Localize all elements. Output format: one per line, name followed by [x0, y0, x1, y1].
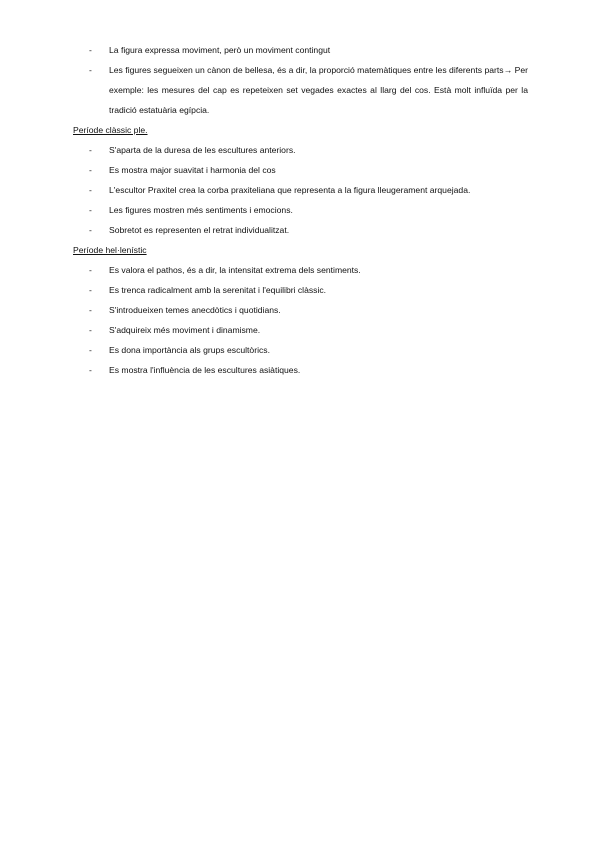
list-item [73, 200, 528, 220]
list-item [73, 360, 528, 380]
bullet-dash: - [89, 285, 92, 295]
bullet-dash: - [89, 145, 92, 155]
list-item-text: La figura expressa moviment, però un moviment contingut [109, 45, 331, 55]
bullet-dash: - [89, 265, 92, 275]
list-item-text: S'adquireix més moviment i dinamisme. [109, 325, 261, 335]
list-item [73, 260, 528, 280]
list-item-text: Es mostra major suavitat i harmonia del cos [109, 165, 276, 175]
list-item [73, 300, 528, 320]
list-item-text: Es mostra l'influència de les escultures asiàtiques. [109, 365, 301, 375]
bullet-dash: - [89, 45, 92, 55]
list-item-text: Es valora el pathos, és a dir, la intensitat extrema dels sentiments. [109, 265, 361, 275]
list-item-text: L'escultor Praxitel crea la corba praxiteliana que representa a la figura lleugerament arquejada. [109, 185, 471, 195]
bullet-dash: - [89, 205, 92, 215]
section-heading-classic: Període clàssic ple. [73, 125, 148, 135]
list-item [73, 220, 528, 240]
list-item-text: Les figures segueixen un cànon de bellesa, és a dir, la proporció matemàtiques entre les diferents parts→ Per exemple: les mesures del cap es repeteixen set vegades exactes al llarg del cos. Està molt influïda per la tradició estatuària egípcia. [109, 65, 528, 115]
list-item [73, 60, 528, 120]
list-item [73, 340, 528, 360]
list-item-text: Es dona importància als grups escultòrics. [109, 345, 270, 355]
bullet-dash: - [89, 365, 92, 375]
bullet-dash: - [89, 345, 92, 355]
list-item [73, 320, 528, 340]
list-item-text: Les figures mostren més sentiments i emocions. [109, 205, 293, 215]
bullet-dash: - [89, 325, 92, 335]
classic-list [73, 140, 528, 240]
document-content [73, 40, 528, 380]
list-item-text: S'introdueixen temes anecdòtics i quotidians. [109, 305, 281, 315]
bullet-dash: - [89, 65, 92, 75]
list-item-text: Sobretot es representen el retrat individualitzat. [109, 225, 290, 235]
intro-list [73, 40, 528, 120]
bullet-dash: - [89, 305, 92, 315]
list-item-text: Es trenca radicalment amb la serenitat i l'equilibri clàssic. [109, 285, 327, 295]
bullet-dash: - [89, 185, 92, 195]
bullet-dash: - [89, 225, 92, 235]
list-item [73, 160, 528, 180]
bullet-dash: - [89, 165, 92, 175]
list-item-text: S'aparta de la duresa de les escultures anteriors. [109, 145, 296, 155]
hellenistic-list [73, 260, 528, 380]
list-item [73, 140, 528, 160]
list-item [73, 180, 528, 200]
section-heading-hellenistic: Període hel·lenístic [73, 245, 147, 255]
list-item [73, 280, 528, 300]
list-item [73, 40, 528, 60]
